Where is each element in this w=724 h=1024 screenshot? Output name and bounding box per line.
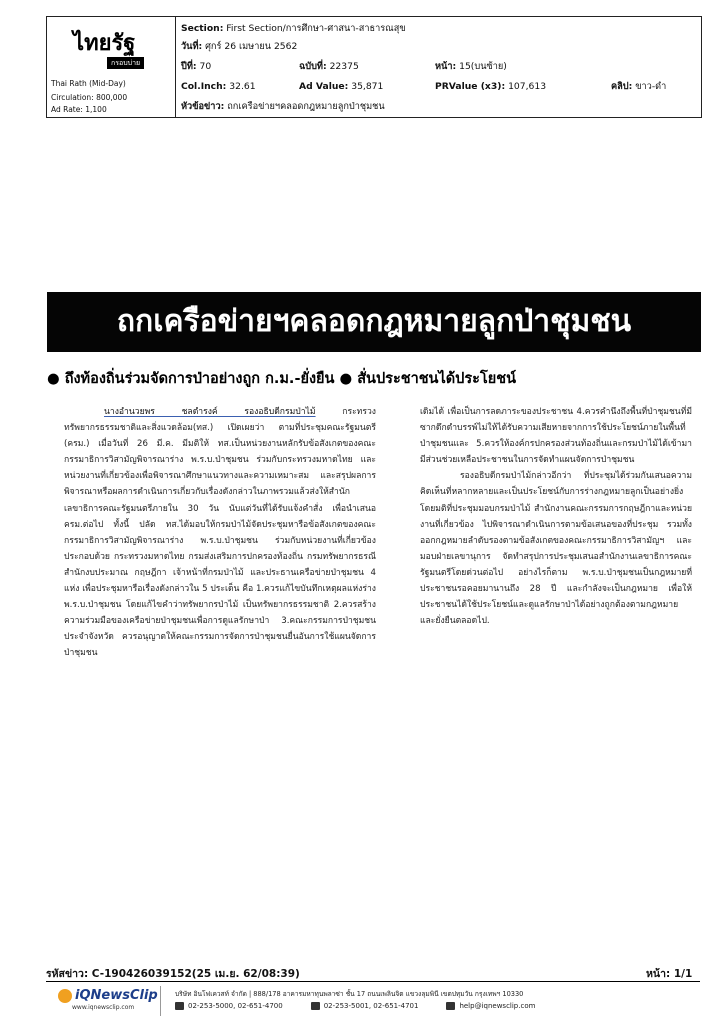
publication-name: Thai Rath (Mid-Day) <box>51 79 126 88</box>
paragraph: เดิมได้ เพื่อเป็นการลดภาระของประชาชน 4.ควรคำนึงถึงพื้นที่ป่าชุมชนที่มีซากดึกดำบรรพ์ไม่ให้ได้รับความเสียหายจากการใช้ประโยชน์ภายในพื้นที่ป่าชุมชนและ 5.ควรให้องค์กรปกครองส่วนท้องถิ่นและกรมป่าไม้ได้เข้ามามีส่วนช่วยเหลือประชาชนในการจัดทำแผนจัดการป่าชุมชน <box>420 407 692 466</box>
colinch-label: Col.Inch: <box>181 81 227 92</box>
year-label: ปีที่: <box>181 61 197 72</box>
ad-rate: Ad Rate: 1,100 <box>51 105 107 114</box>
colinch-field <box>181 81 256 93</box>
section-label: Section: <box>181 23 224 34</box>
email-icon <box>446 1002 455 1010</box>
clip-label: คลิป: <box>611 81 633 92</box>
prval-value: 107,613 <box>508 81 547 92</box>
article-lead: นางอำนวยพร ชลดำรงค์ รองอธิบดีกรมป่าไม้ <box>104 407 316 417</box>
email-address: help@iqnewsclip.com <box>459 1002 536 1010</box>
paragraph <box>64 404 376 662</box>
date-row <box>181 41 297 53</box>
clip-field <box>611 81 666 93</box>
globe-icon <box>58 989 72 1003</box>
brand-url: www.iqnewsclip.com <box>72 1004 135 1011</box>
adval-label: Ad Value: <box>299 81 349 92</box>
brand-name: iQNewsClip <box>75 988 158 1003</box>
page-value: 15(บนซ้าย) <box>459 61 507 72</box>
fax-icon <box>311 1002 320 1010</box>
phone-icon <box>175 1002 184 1010</box>
fax-number: 02-253-5001, 02-651-4701 <box>323 1002 419 1010</box>
prval-field <box>435 81 546 93</box>
clip-value: ขาว-ดำ <box>635 81 667 92</box>
topic-row <box>181 101 385 113</box>
issue-field <box>299 61 359 73</box>
company-info <box>160 986 701 1016</box>
prval-label: PRValue (x3): <box>435 81 506 92</box>
news-code: รหัสข่าว: C-190426039152(25 เม.ย. 62/08:39) <box>46 968 300 980</box>
company-address: บริษัท อินโฟเควสท์ จำกัด | 888/178 อาคารมหาทุนพลาซ่า ชั้น 17 ถนนเพลินจิต แขวงลุมพินี เขตปทุมวัน กรุงเทพฯ 10330 <box>175 990 524 998</box>
footer-divider <box>46 981 700 982</box>
edition-badge: กรอบบ่าย <box>107 57 144 69</box>
article-column-2 <box>420 404 692 629</box>
clip-header <box>46 16 702 118</box>
article-headline: ถกเครือข่ายฯคลอดกฎหมายลูกป่าชุมชน <box>47 292 701 352</box>
brand-logo <box>58 988 158 1003</box>
page-label: หน้า: <box>435 61 457 72</box>
year-field <box>181 61 211 73</box>
publication-panel <box>47 17 176 117</box>
adval-field <box>299 81 383 93</box>
section-row <box>181 23 406 35</box>
topic-label: หัวข้อข่าว: <box>181 101 225 112</box>
issue-label: ฉบับที่: <box>299 61 327 72</box>
section-value: First Section/การศึกษา-ศาสนา-สาธารณสุข <box>226 23 406 34</box>
contact-row <box>175 1002 535 1010</box>
article-subheadline: ● ถึงท้องถิ่นร่วมจัดการป่าอย่างถูก ก.ม.-ยั่งยืน ● สั่นประชาชนได้ประโยชน์ <box>47 371 516 387</box>
article-column-1 <box>64 404 376 662</box>
colinch-value: 32.61 <box>229 81 256 92</box>
newspaper-logo: ไทยรัฐ <box>73 30 136 56</box>
paragraph <box>420 468 692 629</box>
year-value: 70 <box>199 61 212 72</box>
date-label: วันที่: <box>181 41 203 52</box>
article-body-text: รองอธิบดีกรมป่าไม้กล่าวอีกว่า ที่ประชุมได้ร่วมกันเสนอความคิดเห็นที่หลากหลายและเป็นประโยชน์กับการร่างกฎหมายลูกเป็นอย่างยิ่ง โดยมติที่ประชุมมอบกรมป่าไม้ สำนักงานคณะกรรมการกฤษฎีกาและหน่วยงานที่เกี่ยวข้อง ไปพิจารณาดำเนินการตามข้อเสนอของที่ประชุม รวมทั้งออกกฎหมายลำดับรองตามข้อสังเกตของคณะกรรมาธิการวิสามัญฯ และมอบฝ่ายเลขานุการ จัดทำสรุปการประชุมเสนอสำนักงานเลขาธิการคณะรัฐมนตรีโดยด่วนต่อไป อย่างไรก็ตาม พ.ร.บ.ป่าชุมชนเป็นกฎหมายที่ประชาชนรอคอยมานานถึง 28 ปี และกำลังจะเป็นกฎหมาย เพื่อให้ประชาชนได้ใช้ประโยชน์และดูแลรักษาป่าได้อย่างถูกต้องตามกฎหมายและยั่งยืนตลอดไป. <box>420 471 692 627</box>
issue-value: 22375 <box>329 61 359 72</box>
clip-metadata <box>181 17 699 117</box>
page-field <box>435 61 507 73</box>
circulation: Circulation: 800,000 <box>51 93 128 102</box>
article-body-text: กระทรวงทรัพยากรธรรมชาติและสิ่งแวดล้อม(ทส.) เปิดเผยว่า ตามที่ประชุมคณะรัฐมนตรี (ครม.) เมื่อวันที่ 26 มี.ค. มีมติให้ ทส.เป็นหน่วยงานหลักรับข้อสังเกตของคณะกรรมาธิการวิสามัญพิจารณาร่าง พ.ร.บ.ป่าชุมชน ร่วมกับกระทรวงมหาดไทย และหน่วยงานที่เกี่ยวข้องเพื่อพิจารณาศึกษาแนวทางและความเหมาะสม และสรุปผลการพิจารณาหรือผลการดำเนินการเกี่ยวกับเรื่องดังกล่าวในภาพรวมแล้วส่งให้สำนักเลขาธิการคณะรัฐมนตรีภายใน 30 วัน นับแต่วันที่ได้รับแจ้งคำสั่ง เพื่อนำเสนอ ครม.ต่อไป ทั้งนี้ ปลัด ทส.ได้มอบให้กรมป่าไม้จัดประชุมหารือข้อสังเกตของคณะกรรมาธิการวิสามัญพิจารณาร่าง พ.ร.บ.ป่าชุมชน ร่วมกับหน่วยงานที่เกี่ยวข้องประกอบด้วย กระทรวงมหาดไทย กรมส่งเสริมการปกครองท้องถิ่น กรมทรัพยากรธรณี สำนักงบประมาณ กฤษฎีกา เจ้าหน้าที่กรมป่าไม้ และประธานเครือข่ายป่าชุมชน 4 แห่ง เพื่อประชุมหารือเรื่องดังกล่าวใน 5 ประเด็น คือ 1.ควรแก้ไขบันทึกเหตุผลแห่งร่าง พ.ร.บ.ป่าชุมชน โดยแก้ไขคำว่าทรัพยากรป่าไม้ เป็นทรัพยากรธรรมชาติ 2.ควรสร้างความร่วมมือของเครือข่ายป่าชุมชนเพื่อการดูแลรักษาป่า 3.คณะกรรมการป่าชุมชนประจำจังหวัด ควรอนุญาตให้คณะกรรมการจัดการป่าชุมชนยื่นอันการใช้แผนจัดการป่าชุมชน <box>64 407 376 659</box>
topic-value: ถกเครือข่ายฯคลอดกฎหมายลูกป่าชุมชน <box>227 101 385 112</box>
phone-number: 02-253-5000, 02-651-4700 <box>188 1002 283 1010</box>
page-counter: หน้า: 1/1 <box>646 968 693 980</box>
date-value: ศุกร์ 26 เมษายน 2562 <box>205 41 298 52</box>
adval-value: 35,871 <box>351 81 384 92</box>
